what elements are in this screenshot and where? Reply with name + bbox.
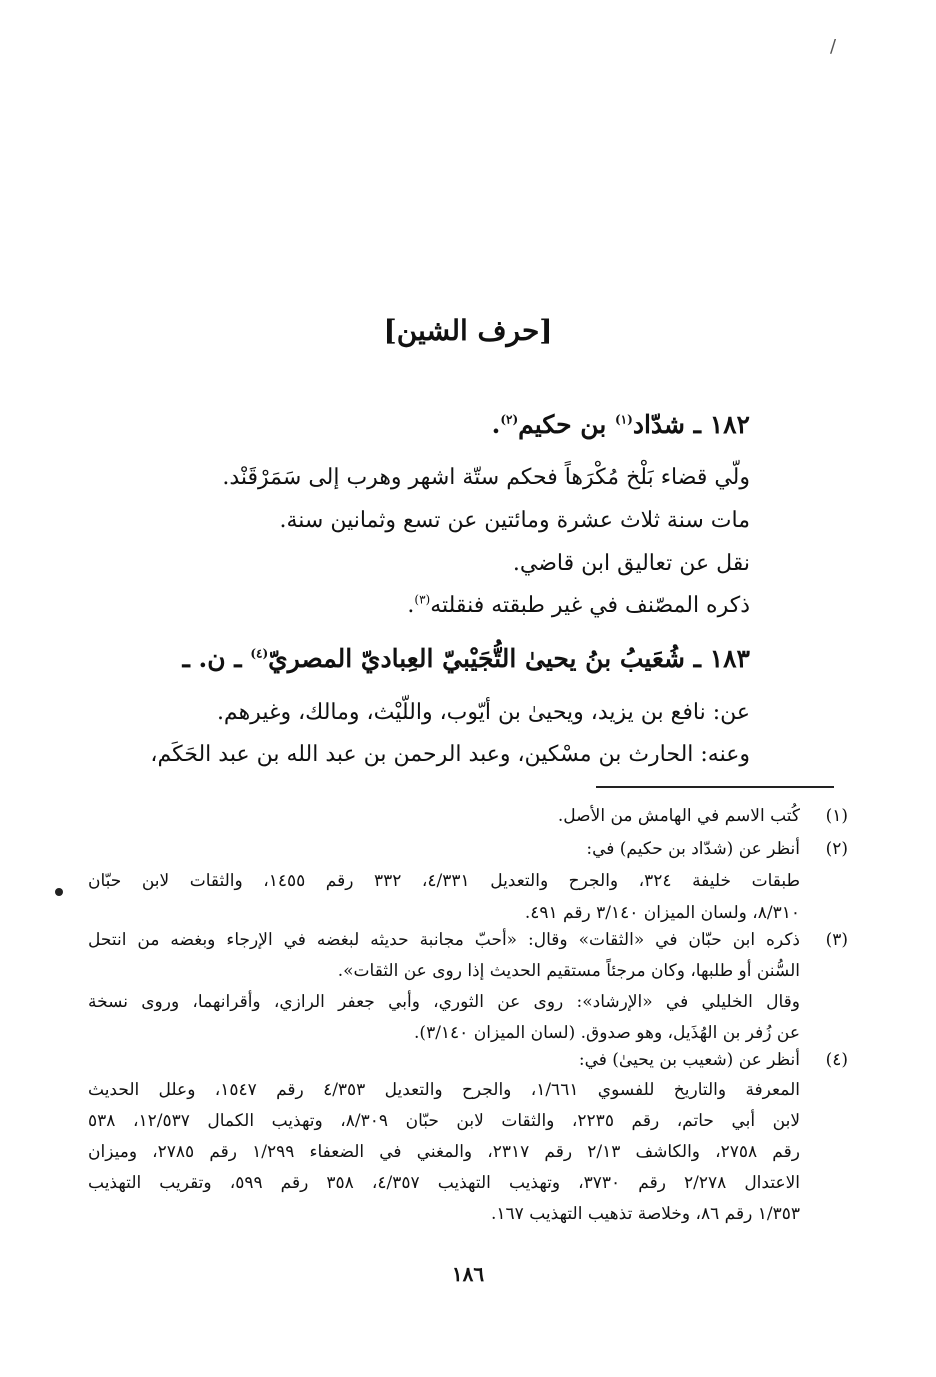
entry-182-line-3: نقل عن تعاليق ابن قاضي. bbox=[512, 551, 750, 576]
footnote-3-number: (٣) bbox=[825, 930, 848, 950]
footnote-4-line-4: رقم ٢٧٥٨، والكاشف ٢/١٣ رقم ٢٣١٧، والمغني في الضعفاء ١/٢٩٩ رقم ٢٧٨٥، وميزان bbox=[88, 1142, 800, 1162]
footnote-3-line-1: ذكره ابن حبّان في «الثقات» وقال: «أحبّ مجانبة حديثه لبغضه في الإرجاء وبغضه من انتحل bbox=[88, 930, 800, 950]
entry-182-line-2: مات سنة ثلاث عشرة ومائتين عن تسع وثمانين سنة. bbox=[279, 508, 750, 533]
footnote-4-number: (٤) bbox=[825, 1050, 848, 1070]
footnote-ref-2: (٢) bbox=[500, 412, 519, 427]
footnote-3-line-3: وقال الخليلي في «الإرشاد»: روى عن الثوري، وأبي جعفر الرازي، وأقرانهما، وروى نسخة bbox=[88, 992, 800, 1012]
footnote-2-number: (٢) bbox=[825, 839, 848, 859]
entry-182-line-4 bbox=[407, 593, 750, 618]
footnote-ref-3: (٣) bbox=[414, 592, 431, 607]
footnote-2-line-2: طبقات خليفة ٣٢٤، والجرح والتعديل ٤/٣٣١، ٣٣٢ رقم ١٤٥٥، والثقات لابن حبّان bbox=[88, 871, 801, 891]
entry-183-title bbox=[183, 644, 750, 673]
entry-183-title-end: ـ ن. ـ bbox=[182, 644, 251, 673]
footnote-3-line-4: عن زُفر بن الهُذَيل، وهو صدوق. (لسان الميزان ٣/١٤٠). bbox=[414, 1023, 800, 1043]
entry-182-line-4-end: . bbox=[407, 593, 415, 618]
entry-183-line-2: وعنه: الحارث بن مسْكين، وعبد الرحمن بن عبد الله بن عبد الحَكَم، bbox=[150, 742, 750, 767]
footnote-1-line-1: كُتب الاسم في الهامش من الأصل. bbox=[557, 806, 800, 826]
entry-182-line-1: ولّي قضاء بَلْخ مُكْرَهاً فحكم ستّة اشهر وهرب إلى سَمَرْقَنْد. bbox=[222, 465, 750, 490]
footnote-2-line-1: أنظر عن (شدّاد بن حكيم) في: bbox=[586, 839, 800, 859]
entry-183-name: ١٨٣ ـ شُعَيبُ بنُ يحيىٰ التُّجَيْبيّ العِباديّ المصريّ bbox=[268, 644, 750, 673]
footnote-4-line-5: الاعتدال ٢/٢٧٨ رقم ٣٧٣٠، وتهذيب التهذيب ٤/٣٥٧، ٣٥٨ رقم ٥٩٩، وتقريب التهذيب bbox=[88, 1173, 801, 1193]
footnote-4-line-2: المعرفة والتاريخ للفسوي ١/٦٦١، والجرح والتعديل ٤/٣٥٣ رقم ١٥٤٧، وعلل الحديث bbox=[88, 1080, 800, 1100]
ink-speck bbox=[55, 888, 63, 896]
footnote-4-line-3: لابن أبي حاتم، رقم ٢٢٣٥، والثقات لابن حبّان ٨/٣٠٩، وتهذيب الكمال ١٢/٥٣٧، ٥٣٨ bbox=[88, 1111, 801, 1131]
entry-182-name-rest: بن حكيم bbox=[518, 410, 615, 439]
entry-182-line-4-text: ذكره المصّنف في غير طبقته فنقلته bbox=[430, 593, 750, 618]
footnote-1-number: (١) bbox=[825, 806, 848, 826]
entry-182-title-end: . bbox=[491, 410, 501, 439]
entry-182-name: ١٨٢ ـ شدّاد bbox=[632, 410, 750, 439]
page-number: ١٨٦ bbox=[451, 1262, 485, 1286]
section-heading: [حرف الشين] bbox=[383, 314, 553, 347]
footnote-4-line-6: ١/٣٥٣ رقم ٨٦، وخلاصة تذهيب التهذيب ١٦٧. bbox=[491, 1204, 800, 1224]
footnote-4-line-1: أنظر عن (شعيب بن يحيىٰ) في: bbox=[578, 1050, 800, 1070]
entry-183-line-1: عن: نافع بن يزيد، ويحيىٰ بن أيّوب، واللّيْث، ومالك، وغيرهم. bbox=[216, 700, 750, 725]
corner-mark: / bbox=[830, 36, 837, 57]
footnote-3-line-2: السُّنن أو طلبها، وكان مرجئاً مستقيم الحديث إذا روى عن الثقات». bbox=[337, 961, 800, 981]
footnote-divider bbox=[596, 786, 834, 788]
entry-182-title bbox=[492, 410, 750, 439]
footnote-ref-1: (١) bbox=[614, 412, 633, 427]
footnote-ref-4: (٤) bbox=[250, 646, 269, 661]
footnote-2-line-3: ٨/٣١٠، ولسان الميزان ٣/١٤٠ رقم ٤٩١. bbox=[524, 903, 800, 923]
